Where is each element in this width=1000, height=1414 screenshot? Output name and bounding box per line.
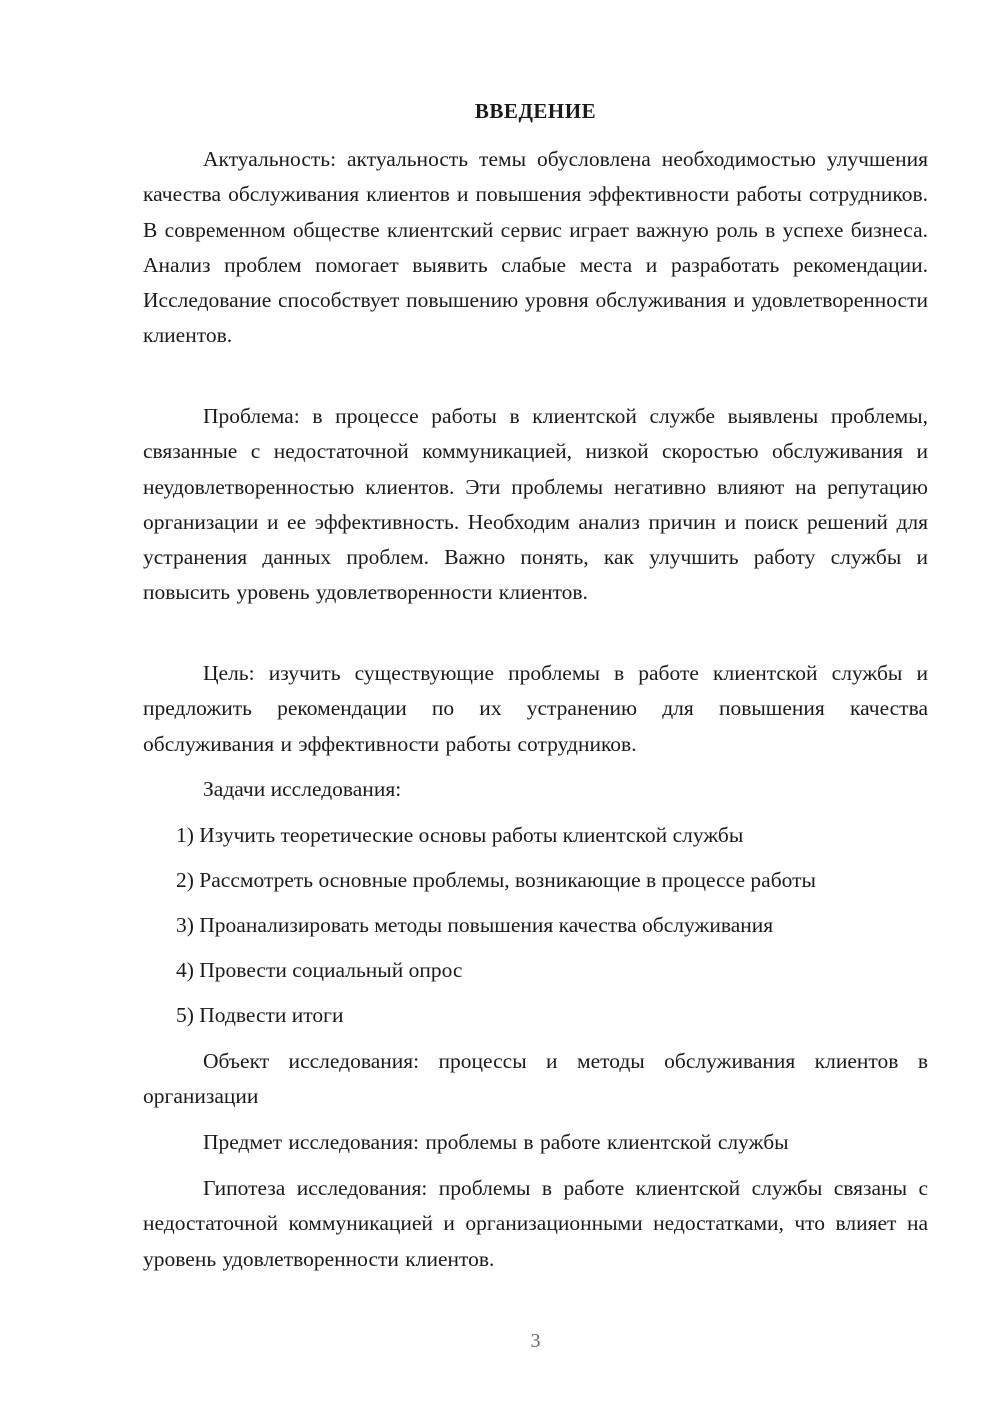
task-item: 5) Подвести итоги [176, 1003, 344, 1027]
tasks-label: Задачи исследования: [203, 777, 402, 801]
task-item: 4) Провести социальный опрос [176, 958, 463, 982]
problem-paragraph: Проблема: в процессе работы в клиентской службе выявлены проблемы, связанные с недостаточной коммуникацией, низкой скоростью обслуживания и неудовлетворенностью клиентов. Эти проблемы негативно влияют на репутацию организации и ее эффективность. Необходим анализ причин и поиск решений для устранения данных проблем. Важно понять, как улучшить работу службы и повысить уровень удовлетворенности клиентов. [143, 404, 928, 605]
subject-paragraph: Предмет исследования: проблемы в работе клиентской службы [203, 1130, 789, 1154]
task-item: 1) Изучить теоретические основы работы клиентской службы [176, 823, 744, 847]
task-item: 2) Рассмотреть основные проблемы, возникающие в процессе работы [176, 868, 816, 892]
goal-paragraph: Цель: изучить существующие проблемы в работе клиентской службы и предложить рекомендации по их устранению для повышения качества обслуживания и эффективности работы сотрудников. [143, 661, 928, 756]
document-page [143, 0, 928, 1414]
relevance-paragraph: Актуальность: актуальность темы обусловлена необходимостью улучшения качества обслуживания клиентов и повышения эффективности работы сотрудников. В современном обществе клиентский сервис играет важную роль в успехе бизнеса. Анализ проблем помогает выявить слабые места и разработать рекомендации. Исследование способствует повышению уровня обслуживания и удовлетворенности клиентов. [143, 147, 928, 348]
task-item: 3) Проанализировать методы повышения качества обслуживания [176, 913, 774, 937]
page-number: 3 [530, 1330, 541, 1352]
page-title: ВВЕДЕНИЕ [474, 99, 597, 123]
object-paragraph: Объект исследования: процессы и методы обслуживания клиентов в организации [143, 1049, 928, 1109]
hypothesis-paragraph: Гипотеза исследования: проблемы в работе клиентской службы связаны с недостаточной коммуникацией и организационными недостатками, что влияет на уровень удовлетворенности клиентов. [143, 1176, 928, 1271]
